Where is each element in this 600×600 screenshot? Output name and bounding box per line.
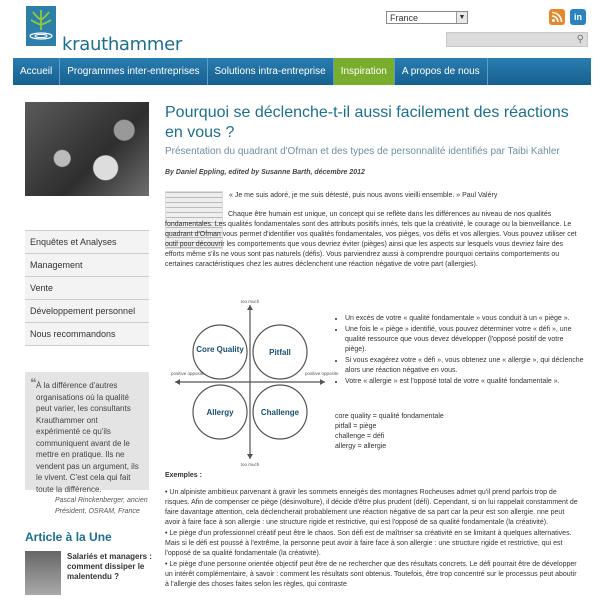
allergy-label: Allergy xyxy=(206,408,234,417)
legend-item: core quality = qualité fondamentale xyxy=(335,413,444,420)
country-select-value: France xyxy=(390,13,419,23)
sidebar-item-enquetes[interactable]: Enquêtes et Analyses xyxy=(25,230,149,253)
country-select[interactable] xyxy=(386,11,468,24)
hero-image xyxy=(25,102,149,196)
krauthammer-logo-icon[interactable] xyxy=(26,6,56,46)
rss-icon[interactable] xyxy=(549,9,565,25)
translation-legend xyxy=(335,412,444,452)
quote-icon: ❝ xyxy=(30,376,37,390)
nav-a-propos[interactable]: A propos de nous xyxy=(395,58,488,85)
legend-item: pitfall = piège xyxy=(335,423,377,430)
bullet-item: • Si vous exagérez votre « défi », vous obtenez une « allergie », qui déclenche alors une réaction négative en vous. xyxy=(345,356,585,376)
challenge-label: Challenge xyxy=(260,408,300,417)
ofman-quadrant-diagram xyxy=(165,297,339,467)
right-arrow-label: positive opposite xyxy=(305,371,339,376)
byline: By Daniel Eppling, edited by Susanne Barth, décembre 2012 xyxy=(165,169,365,176)
nav-accueil[interactable]: Accueil xyxy=(13,58,60,85)
page-subtitle: Présentation du quadrant d'Ofman et des types de personnalité identifiés par Taibi Kahler xyxy=(165,146,560,157)
featured-thumbnail[interactable] xyxy=(25,551,61,595)
example-item: • Le piège d'un professionnel créatif peut être le chaos. Son défi est de maîtriser sa créativité en se limitant à quelques alternatives. Mais si le défi est poussé à l'extrême, la personne peut avoir à faire face à son allergie : une structure rigide et restrictive, qui est l'opposé de sa qualité fondamentale (la créativité). xyxy=(165,530,572,557)
article-intro: Chaque être humain est unique, un concept qui se reflète dans les différences au niveau de nos qualités fondamentales. Les qualités fondamentales sont des attributs positifs innés, tels que la créativité, le courage ou la bienveillance. Le quadrant d'Ofman vous permet d'identifier vos qualités fondamentales, vos pièges, vos défis et vos allergies. Vous pouvez utiliser cet outil pour découvrir les comportements que vous devriez éviter (pièges) ainsi que les aspects sur lesquels vous devriez faire des efforts même s'ils ne vous sont pas naturels (défis). Vous parviendrez aussi à comprendre pourquoi certains comportements ou certaines caractéristiques chez les autres déclenchent une réaction négative de votre part (allergies). xyxy=(165,211,577,268)
sidebar-item-management[interactable]: Management xyxy=(25,253,149,276)
featured-link[interactable]: Salariés et managers : comment dissiper le malentendu ? xyxy=(67,552,152,581)
quadrant-explanation xyxy=(335,314,585,388)
bullet-item: • Votre « allergie » est l'opposé total de votre « qualité fondamentale ». xyxy=(345,377,585,387)
example-item: • Le piège d'une personne orientée objectif peut être de ne rechercher que des résultats concrets. Le défi pourrait être de développer un intérêt complémentaire, à savoir : comment les résultats sont obtenus. Toutefois, être trop concentré sur le processus peut aboutir à l'allergie des choses faites selon les règles, qui contraste xyxy=(165,561,577,588)
sidebar-item-recommandons[interactable]: Nous recommandons xyxy=(25,322,149,346)
pitfall-label: Pitfall xyxy=(269,348,291,357)
main-nav xyxy=(13,58,591,85)
nav-solutions[interactable]: Solutions intra-entreprise xyxy=(208,58,334,85)
linkedin-icon[interactable]: in xyxy=(570,9,586,25)
examples-heading: Exemples : xyxy=(165,472,202,479)
testimonial-text: À la différence d'autres organisations où la qualité peut varier, les consultants Krauthammer ont expérimenté ce qu'ils communiquent avant de le mettre en pratique. Ils ne vendent pas un argument, ils le vivent. C'est cela qui fait toute la différence. xyxy=(36,381,139,494)
article-quote: « Je me suis adoré, je me suis détesté, puis nous avons vieilli ensemble. » Paul Valéry xyxy=(229,192,498,199)
sidebar-nav xyxy=(25,230,149,346)
sidebar-item-developpement[interactable]: Développement personnel xyxy=(25,299,149,322)
legend-item: challenge = défi xyxy=(335,433,385,440)
nav-programmes[interactable]: Programmes inter-entreprises xyxy=(60,58,207,85)
sidebar-item-vente[interactable]: Vente xyxy=(25,276,149,299)
chevron-down-icon: ▼ xyxy=(456,12,467,23)
search-icon[interactable]: ⚲ xyxy=(576,34,584,45)
bullet-item: • Un excès de votre « qualité fondamentale » vous conduit à un « piège ». xyxy=(345,314,585,324)
search-input[interactable] xyxy=(446,32,588,47)
bullet-item: • Une fois le « piège » identifié, vous pouvez déterminer votre « défi », une qualité ressource que vous devez développer (l'opposé positif de votre piège). xyxy=(345,325,585,355)
examples-list xyxy=(165,488,580,591)
bottom-arrow-label: too much xyxy=(240,462,260,467)
testimonial-author: Pascal Rinckenberger, ancien Président, OSRAM, France xyxy=(55,497,148,515)
legend-item: allergy = allergie xyxy=(335,443,387,450)
nav-inspiration[interactable]: Inspiration xyxy=(334,58,395,85)
example-item: • Un alpiniste ambitieux parvenant à gravir les sommets enneigés des montagnes Rocheuses admet qu'il prend parfois trop de risques. Afin de compenser ce piège (désinvolture), il décide d'être plus prudent (défi). Cependant, si on lui rappelait constamment de faire davantage attention, cela déclencherait probablement une réaction négative de sa part car la peur est son allergie. nne peut avoir à faire face à son allergie : une structure rigide et restrictive, qui est l'opposé de sa qualité fondamentale (la créativité). xyxy=(165,489,578,526)
top-arrow-label: too much xyxy=(240,299,260,304)
brand-name[interactable]: krauthammer xyxy=(62,34,183,55)
featured-heading: Article à la Une xyxy=(25,530,112,544)
left-arrow-label: positive opposite xyxy=(171,371,205,376)
page-title: Pourquoi se déclenche-t-il aussi facilement des réactions en vous ? xyxy=(165,104,569,141)
core-quality-label: Core Quality xyxy=(196,345,244,354)
